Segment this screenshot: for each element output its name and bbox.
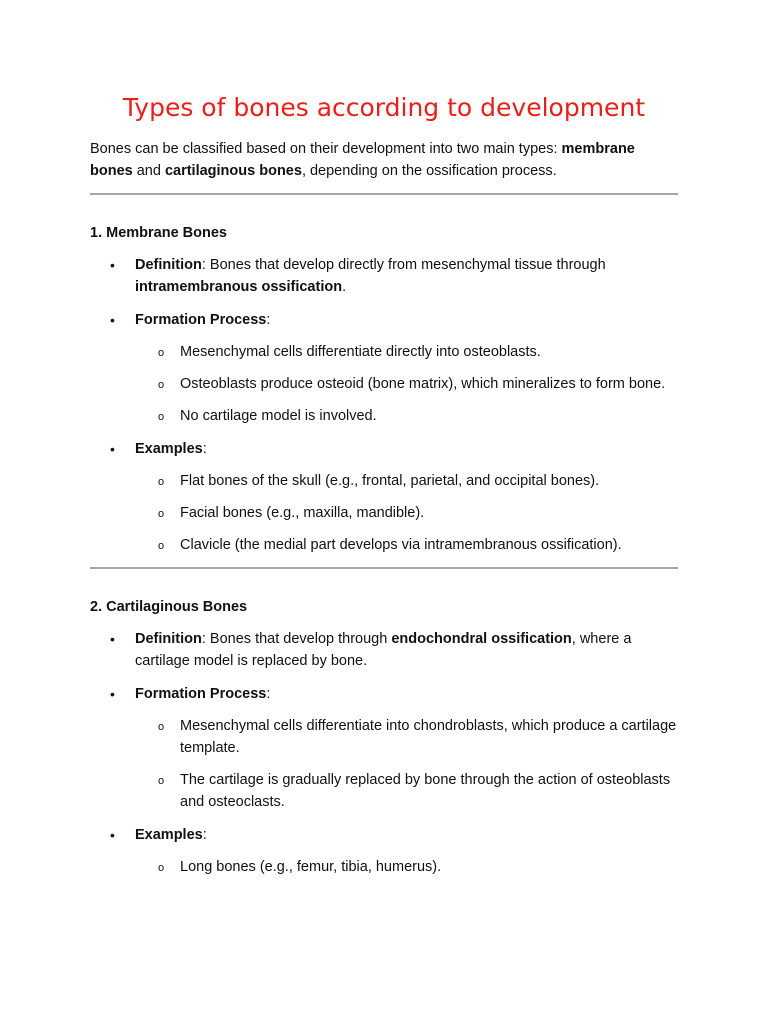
section-heading-cartilaginous: 2. Cartilaginous Bones xyxy=(90,599,248,615)
intro-bold-cartilaginous: cartilaginous bones xyxy=(164,163,302,179)
cartilaginous-definition-item xyxy=(90,628,678,672)
membrane-formation-item xyxy=(90,309,678,427)
list-item: o Mesenchymal cells differentiate into chondroblasts, which produce a cartilage template. xyxy=(135,715,678,759)
divider-2 xyxy=(90,567,678,569)
intro-text-middle: and xyxy=(132,163,165,179)
definition-bold-term: intramembranous ossification xyxy=(135,279,343,295)
examples-colon: : xyxy=(202,441,207,457)
definition-text: Bones that develop directly from mesenchymal tissue through xyxy=(209,257,606,273)
cartilaginous-formation-sublist xyxy=(135,715,678,813)
list-item: o Clavicle (the medial part develops via intramembranous ossification). xyxy=(135,534,678,556)
definition-end: , where a cartilage model is replaced by bone. xyxy=(135,631,632,669)
list-item: o Long bones (e.g., femur, tibia, humerus). xyxy=(135,856,678,878)
definition-text: Bones that develop through xyxy=(209,631,392,647)
list-item: o Osteoblasts produce osteoid (bone matrix), which mineralizes to form bone. xyxy=(135,373,678,395)
definition-bold-term: endochondral ossification xyxy=(391,631,572,647)
definition-end: . xyxy=(342,279,347,295)
intro-bold-membrane: membrane bones xyxy=(90,141,635,179)
cartilaginous-bones-list xyxy=(90,628,678,878)
examples-label: Examples xyxy=(135,827,203,843)
definition-colon: : xyxy=(201,257,210,273)
divider-1 xyxy=(90,193,678,195)
membrane-formation-sublist xyxy=(135,341,678,427)
formation-label: Formation Process xyxy=(135,686,267,702)
list-item: o Flat bones of the skull (e.g., frontal, parietal, and occipital bones). xyxy=(135,470,678,492)
formation-label: Formation Process xyxy=(135,312,267,328)
examples-colon: : xyxy=(202,827,207,843)
formation-colon: : xyxy=(266,312,271,328)
examples-label: Examples xyxy=(135,441,203,457)
membrane-examples-item xyxy=(90,438,678,556)
intro-text-before: Bones can be classified based on their development into two main types: xyxy=(90,141,562,157)
intro-paragraph xyxy=(90,138,678,182)
list-item: o The cartilage is gradually replaced by bone through the action of osteoblasts and osteoclasts. xyxy=(135,769,678,813)
definition-label: Definition xyxy=(135,257,202,273)
membrane-definition-item xyxy=(90,254,678,298)
section-heading-membrane: 1. Membrane Bones xyxy=(90,225,227,241)
cartilaginous-formation-item xyxy=(90,683,678,813)
definition-label: Definition xyxy=(135,631,202,647)
membrane-bones-list xyxy=(90,254,678,556)
membrane-examples-sublist xyxy=(135,470,678,556)
formation-colon: : xyxy=(266,686,271,702)
list-item: o Facial bones (e.g., maxilla, mandible). xyxy=(135,502,678,524)
list-item: o No cartilage model is involved. xyxy=(135,405,678,427)
list-item: o Mesenchymal cells differentiate directly into osteoblasts. xyxy=(135,341,678,363)
page-title: Types of bones according to development xyxy=(122,93,646,122)
intro-text-after: , depending on the ossification process. xyxy=(301,163,557,179)
cartilaginous-examples-sublist xyxy=(135,856,678,878)
cartilaginous-examples-item xyxy=(90,824,678,878)
definition-colon: : xyxy=(201,631,210,647)
